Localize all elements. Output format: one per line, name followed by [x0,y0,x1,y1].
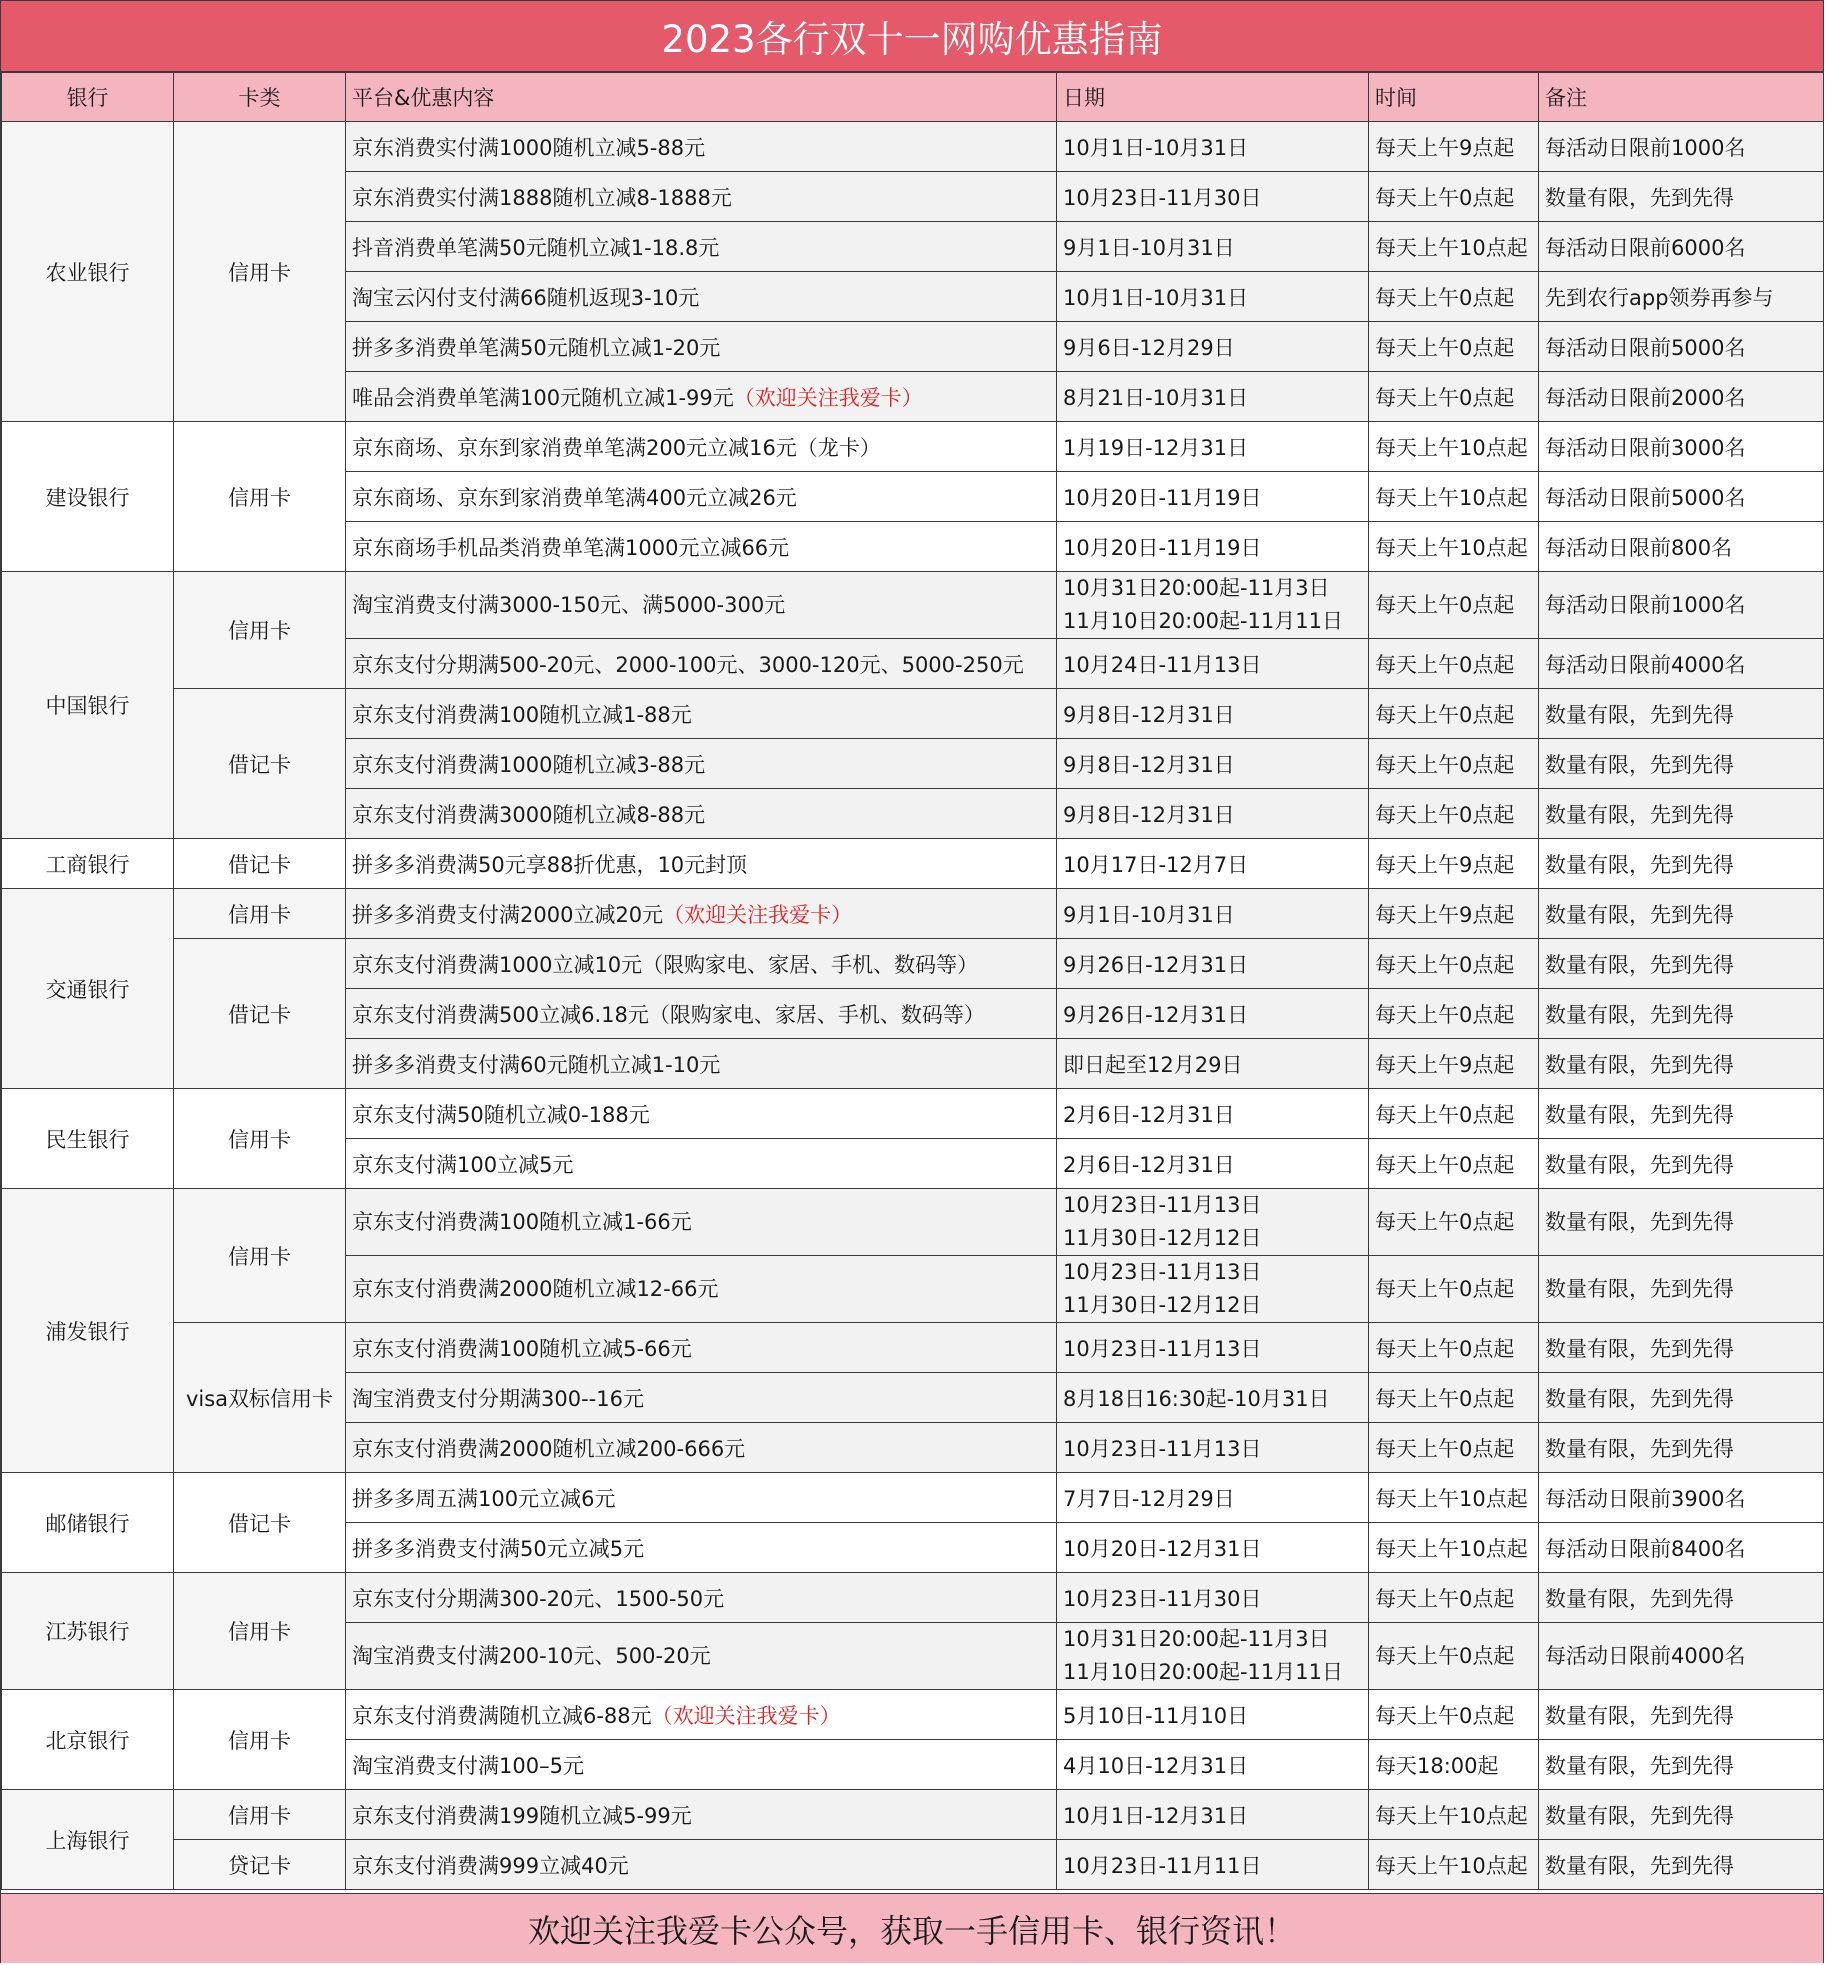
offer-cell: 京东支付消费满2000随机立减12-66元 [346,1256,1057,1323]
offer-cell [346,889,1057,939]
date-cell: 8月18日16:30起-10月31日 [1057,1373,1369,1423]
bank-name: 浦发银行 [2,1189,174,1473]
bank-name: 邮储银行 [2,1473,174,1573]
bank-name: 上海银行 [2,1790,174,1890]
time-cell: 每天上午0点起 [1369,1573,1539,1623]
date-cell [1057,1189,1369,1256]
remark-cell: 每活动日限前5000名 [1539,322,1824,372]
table-row [2,889,1824,939]
table-row [2,1189,1824,1256]
remark-cell: 数量有限，先到先得 [1539,1373,1824,1423]
offer-cell: 抖音消费单笔满50元随机立减1-18.8元 [346,222,1057,272]
date-line: 10月23日-11月13日 [1063,1260,1262,1284]
date-cell: 9月26日-12月31日 [1057,939,1369,989]
time-cell: 每天上午0点起 [1369,989,1539,1039]
offer-cell: 京东支付满100立减5元 [346,1139,1057,1189]
offer-cell: 京东支付分期满500-20元、2000-100元、3000-120元、5000-250元 [346,639,1057,689]
header-bank: 银行 [2,73,174,122]
offer-cell: 淘宝消费支付满100–5元 [346,1740,1057,1790]
date-cell [1057,572,1369,639]
header-card: 卡类 [174,73,346,122]
remark-cell: 数量有限，先到先得 [1539,689,1824,739]
offer-cell: 京东支付消费满999立减40元 [346,1840,1057,1890]
time-cell: 每天上午10点起 [1369,522,1539,572]
remark-cell: 每活动日限前3000名 [1539,422,1824,472]
time-cell: 每天上午0点起 [1369,322,1539,372]
date-cell: 5月10日-11月10日 [1057,1690,1369,1740]
time-cell: 每天18:00起 [1369,1740,1539,1790]
time-cell: 每天上午0点起 [1369,939,1539,989]
time-cell: 每天上午0点起 [1369,172,1539,222]
offer-cell: 淘宝云闪付支付满66随机返现3-10元 [346,272,1057,322]
time-cell: 每天上午0点起 [1369,1256,1539,1323]
date-cell: 即日起至12月29日 [1057,1039,1369,1089]
date-cell: 4月10日-12月31日 [1057,1740,1369,1790]
time-cell: 每天上午0点起 [1369,739,1539,789]
time-cell: 每天上午9点起 [1369,122,1539,172]
bank-name: 交通银行 [2,889,174,1089]
promo-note: （欢迎关注我爱卡） [733,385,923,410]
time-cell: 每天上午0点起 [1369,1423,1539,1473]
offer-cell: 京东消费实付满1888随机立减8-1888元 [346,172,1057,222]
time-cell: 每天上午0点起 [1369,272,1539,322]
card-type: 信用卡 [174,572,346,689]
remark-cell: 每活动日限前4000名 [1539,1623,1824,1690]
remark-cell: 每活动日限前5000名 [1539,472,1824,522]
offer-cell [346,372,1057,422]
offer-cell: 京东支付消费满3000随机立减8-88元 [346,789,1057,839]
card-type: 信用卡 [174,1189,346,1323]
promo-note: （欢迎关注我爱卡） [651,1703,841,1728]
remark-cell: 数量有限，先到先得 [1539,1690,1824,1740]
offer-cell [346,1690,1057,1740]
promo-table [1,72,1824,1890]
offer-cell: 淘宝消费支付分期满300--16元 [346,1373,1057,1423]
date-cell: 10月23日-11月13日 [1057,1423,1369,1473]
date-cell: 7月7日-12月29日 [1057,1473,1369,1523]
card-type: 信用卡 [174,422,346,572]
time-cell: 每天上午10点起 [1369,222,1539,272]
bank-name: 中国银行 [2,572,174,839]
date-line: 11月30日-12月12日 [1063,1293,1262,1317]
date-cell: 10月23日-11月30日 [1057,172,1369,222]
time-cell: 每天上午10点起 [1369,1473,1539,1523]
table-row [2,572,1824,639]
bank-name: 工商银行 [2,839,174,889]
remark-cell: 数量有限，先到先得 [1539,172,1824,222]
table-row [2,1573,1824,1623]
date-cell: 10月1日-12月31日 [1057,1790,1369,1840]
remark-cell: 数量有限，先到先得 [1539,789,1824,839]
time-cell: 每天上午0点起 [1369,689,1539,739]
offer-cell: 京东支付满50随机立减0-188元 [346,1089,1057,1139]
offer-cell: 京东支付消费满1000立减10元（限购家电、家居、手机、数码等） [346,939,1057,989]
offer-cell: 拼多多消费支付满50元立减5元 [346,1523,1057,1573]
date-cell: 10月20日-12月31日 [1057,1523,1369,1573]
remark-cell: 数量有限，先到先得 [1539,1840,1824,1890]
date-cell: 9月8日-12月31日 [1057,789,1369,839]
bank-name: 民生银行 [2,1089,174,1189]
remark-cell: 数量有限，先到先得 [1539,1139,1824,1189]
header-remark: 备注 [1539,73,1824,122]
date-cell: 10月1日-10月31日 [1057,272,1369,322]
remark-cell: 数量有限，先到先得 [1539,1573,1824,1623]
offer-cell: 淘宝消费支付满200-10元、500-20元 [346,1623,1057,1690]
time-cell: 每天上午10点起 [1369,1790,1539,1840]
header-time: 时间 [1369,73,1539,122]
card-type: 信用卡 [174,122,346,422]
time-cell: 每天上午0点起 [1369,1089,1539,1139]
date-line: 11月10日20:00起-11月11日 [1063,1660,1343,1684]
header-date: 日期 [1057,73,1369,122]
remark-cell: 每活动日限前6000名 [1539,222,1824,272]
time-cell: 每天上午0点起 [1369,372,1539,422]
remark-cell: 每活动日限前1000名 [1539,572,1824,639]
table-row [2,689,1824,739]
bank-name: 农业银行 [2,122,174,422]
table-row [2,122,1824,172]
date-cell [1057,1256,1369,1323]
card-type: 信用卡 [174,1089,346,1189]
page-title: 2023各行双十一网购优惠指南 [1,1,1823,72]
card-type: 信用卡 [174,1573,346,1690]
date-line: 10月23日-11月13日 [1063,1193,1262,1217]
remark-cell: 数量有限，先到先得 [1539,889,1824,939]
time-cell: 每天上午0点起 [1369,1373,1539,1423]
date-line: 11月30日-12月12日 [1063,1226,1262,1250]
remark-cell: 每活动日限前1000名 [1539,122,1824,172]
date-cell: 9月8日-12月31日 [1057,689,1369,739]
bank-name: 建设银行 [2,422,174,572]
remark-cell: 数量有限，先到先得 [1539,989,1824,1039]
table-row [2,1473,1824,1523]
bank-name: 江苏银行 [2,1573,174,1690]
time-cell: 每天上午0点起 [1369,1189,1539,1256]
remark-cell: 数量有限，先到先得 [1539,1256,1824,1323]
time-cell: 每天上午10点起 [1369,472,1539,522]
offer-cell: 京东支付分期满300-20元、1500-50元 [346,1573,1057,1623]
card-type: 贷记卡 [174,1840,346,1890]
remark-cell: 数量有限，先到先得 [1539,1323,1824,1373]
date-line: 10月31日20:00起-11月3日 [1063,576,1330,600]
table-row [2,1089,1824,1139]
time-cell: 每天上午9点起 [1369,1039,1539,1089]
card-type: 信用卡 [174,1690,346,1790]
remark-cell: 数量有限，先到先得 [1539,1740,1824,1790]
offer-cell: 京东支付消费满100随机立减5-66元 [346,1323,1057,1373]
offer-text: 唯品会消费单笔满100元随机立减1-99元 [352,385,734,410]
date-line: 10月31日20:00起-11月3日 [1063,1627,1330,1651]
promo-note: （欢迎关注我爱卡） [663,902,853,927]
offer-cell: 拼多多消费单笔满50元随机立减1-20元 [346,322,1057,372]
offer-cell: 京东支付消费满2000随机立减200-666元 [346,1423,1057,1473]
remark-cell: 数量有限，先到先得 [1539,939,1824,989]
header-row [2,73,1824,122]
remark-cell: 数量有限，先到先得 [1539,1790,1824,1840]
date-cell: 1月19日-12月31日 [1057,422,1369,472]
date-cell: 10月20日-11月19日 [1057,472,1369,522]
table-row [2,422,1824,472]
table-row [2,1690,1824,1740]
date-cell: 9月1日-10月31日 [1057,222,1369,272]
offer-cell: 京东商场、京东到家消费单笔满400元立减26元 [346,472,1057,522]
remark-cell: 每活动日限前800名 [1539,522,1824,572]
date-cell: 2月6日-12月31日 [1057,1089,1369,1139]
time-cell: 每天上午10点起 [1369,1523,1539,1573]
remark-cell: 每活动日限前8400名 [1539,1523,1824,1573]
bank-name: 北京银行 [2,1690,174,1790]
card-type: 借记卡 [174,689,346,839]
date-cell: 10月23日-11月30日 [1057,1573,1369,1623]
time-cell: 每天上午0点起 [1369,1623,1539,1690]
date-cell: 10月1日-10月31日 [1057,122,1369,172]
offer-cell: 京东支付消费满100随机立减1-66元 [346,1189,1057,1256]
date-cell: 10月20日-11月19日 [1057,522,1369,572]
time-cell: 每天上午0点起 [1369,1690,1539,1740]
remark-cell: 数量有限，先到先得 [1539,1423,1824,1473]
table-row [2,839,1824,889]
offer-cell: 京东商场、京东到家消费单笔满200元立减16元（龙卡） [346,422,1057,472]
card-type: 借记卡 [174,1473,346,1573]
remark-cell: 数量有限，先到先得 [1539,1189,1824,1256]
remark-cell: 每活动日限前4000名 [1539,639,1824,689]
time-cell: 每天上午0点起 [1369,639,1539,689]
date-cell: 9月6日-12月29日 [1057,322,1369,372]
card-type: 借记卡 [174,839,346,889]
remark-cell: 数量有限，先到先得 [1539,839,1824,889]
table-row [2,1790,1824,1840]
date-cell [1057,1623,1369,1690]
time-cell: 每天上午9点起 [1369,889,1539,939]
date-cell: 10月17日-12月7日 [1057,839,1369,889]
table-row [2,939,1824,989]
offer-cell: 京东支付消费满100随机立减1-88元 [346,689,1057,739]
footer-banner: 欢迎关注我爱卡公众号，获取一手信用卡、银行资讯！ [1,1893,1823,1963]
time-cell: 每天上午10点起 [1369,422,1539,472]
time-cell: 每天上午0点起 [1369,1139,1539,1189]
offer-cell: 京东商场手机品类消费单笔满1000元立减66元 [346,522,1057,572]
time-cell: 每天上午9点起 [1369,839,1539,889]
remark-cell: 数量有限，先到先得 [1539,1039,1824,1089]
time-cell: 每天上午10点起 [1369,1840,1539,1890]
remark-cell: 每活动日限前2000名 [1539,372,1824,422]
date-cell: 10月23日-11月13日 [1057,1323,1369,1373]
offer-cell: 京东支付消费满1000随机立减3-88元 [346,739,1057,789]
offer-text: 拼多多消费支付满2000立减20元 [352,902,664,927]
header-offer: 平台&优惠内容 [346,73,1057,122]
offer-cell: 淘宝消费支付满3000-150元、满5000-300元 [346,572,1057,639]
date-cell: 2月6日-12月31日 [1057,1139,1369,1189]
time-cell: 每天上午0点起 [1369,789,1539,839]
time-cell: 每天上午0点起 [1369,572,1539,639]
date-cell: 10月24日-11月13日 [1057,639,1369,689]
table-row [2,1840,1824,1890]
offer-cell: 拼多多消费支付满60元随机立减1-10元 [346,1039,1057,1089]
remark-cell: 数量有限，先到先得 [1539,739,1824,789]
date-cell: 8月21日-10月31日 [1057,372,1369,422]
date-line: 11月10日20:00起-11月11日 [1063,609,1343,633]
offer-text: 京东支付消费满随机立减6-88元 [352,1703,652,1728]
offer-cell: 京东支付消费满199随机立减5-99元 [346,1790,1057,1840]
offer-cell: 拼多多消费满50元享88折优惠，10元封顶 [346,839,1057,889]
time-cell: 每天上午0点起 [1369,1323,1539,1373]
card-type: 借记卡 [174,939,346,1089]
date-cell: 9月8日-12月31日 [1057,739,1369,789]
date-cell: 10月23日-11月11日 [1057,1840,1369,1890]
remark-cell: 数量有限，先到先得 [1539,1089,1824,1139]
offer-cell: 京东支付消费满500立减6.18元（限购家电、家居、手机、数码等） [346,989,1057,1039]
remark-cell: 先到农行app领券再参与 [1539,272,1824,322]
card-type: 信用卡 [174,889,346,939]
card-type: 信用卡 [174,1790,346,1840]
offer-cell: 拼多多周五满100元立减6元 [346,1473,1057,1523]
remark-cell: 每活动日限前3900名 [1539,1473,1824,1523]
card-type: visa双标信用卡 [174,1323,346,1473]
table-row [2,1323,1824,1373]
offer-cell: 京东消费实付满1000随机立减5-88元 [346,122,1057,172]
date-cell: 9月26日-12月31日 [1057,989,1369,1039]
date-cell: 9月1日-10月31日 [1057,889,1369,939]
